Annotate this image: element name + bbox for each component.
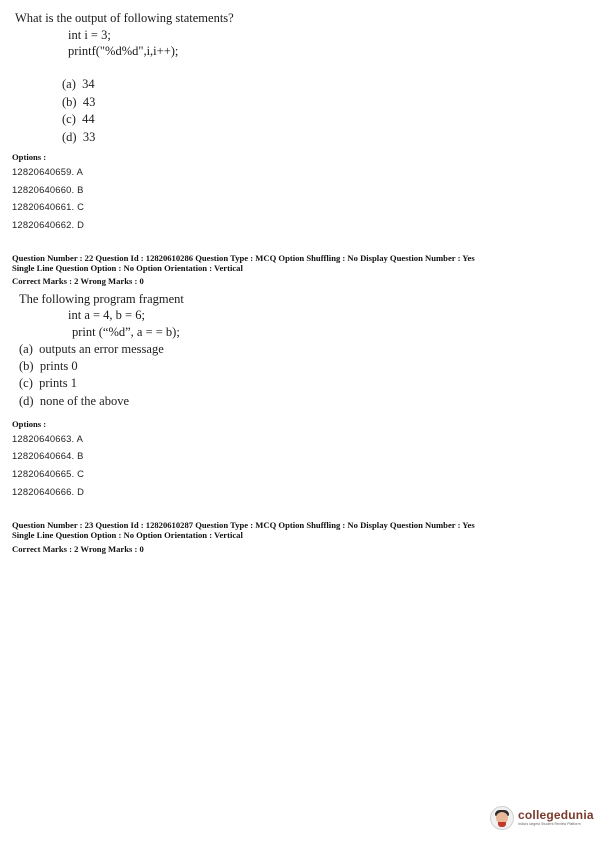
choice-label: (a) — [62, 77, 76, 91]
choice-text: 43 — [82, 95, 96, 109]
q22-option-id-c: 12820640665. C — [12, 468, 85, 479]
choice-label: (c) — [19, 376, 33, 390]
choice-label: (b) — [19, 359, 34, 373]
choice-label: (c) — [62, 112, 76, 126]
q23-marks: Correct Marks : 2 Wrong Marks : 0 — [12, 544, 144, 554]
choice-label: (d) — [62, 130, 77, 144]
student-avatar-icon — [490, 806, 514, 830]
q21-choice-a — [62, 77, 95, 92]
choice-text: 44 — [82, 112, 95, 126]
q21-option-id-b: 12820640660. B — [12, 184, 84, 195]
q21-choice-b — [62, 95, 95, 110]
question-21-code-line-2: printf("%d%d",i,i++); — [68, 44, 179, 58]
choice-text: 33 — [82, 130, 96, 144]
collegedunia-watermark — [490, 806, 594, 830]
q22-choice-b — [19, 359, 78, 374]
q21-option-id-c: 12820640661. C — [12, 201, 85, 212]
question-21-code-line-1: int i = 3; — [68, 28, 111, 42]
q22-choice-d — [19, 394, 129, 409]
q23-meta-line-1: Question Number : 23 Question Id : 12820610287 Question Type : MCQ Option Shuffling : No Display Question Number : Yes — [12, 520, 475, 530]
choice-text: outputs an error message — [39, 342, 164, 356]
q22-marks: Correct Marks : 2 Wrong Marks : 0 — [12, 276, 144, 286]
question-22-code-line-1: int a = 4, b = 6; — [68, 308, 145, 322]
q21-choice-d — [62, 130, 95, 145]
choice-text: none of the above — [39, 394, 130, 408]
q22-meta-line-2: Single Line Question Option : No Option Orientation : Vertical — [12, 263, 243, 273]
question-21-text: What is the output of following statements? — [15, 11, 234, 25]
q21-option-id-d: 12820640662. D — [12, 219, 85, 230]
q22-meta-line-1: Question Number : 22 Question Id : 12820610286 Question Type : MCQ Option Shuffling : No Display Question Number : Yes — [12, 253, 475, 263]
choice-text: 34 — [82, 77, 95, 91]
question-22-text: The following program fragment — [19, 292, 184, 306]
choice-label: (a) — [19, 342, 33, 356]
q21-choice-c — [62, 112, 95, 127]
brand-tagline: India's largest Student Review Platform — [518, 822, 581, 826]
question-22-code-line-2: print (“%d”, a = = b); — [72, 325, 180, 339]
q22-choice-c — [19, 376, 77, 391]
q22-option-id-a: 12820640663. A — [12, 433, 84, 444]
q22-choice-a — [19, 342, 164, 357]
choice-label: (d) — [19, 394, 34, 408]
q21-option-id-a: 12820640659. A — [12, 166, 84, 177]
choice-text: prints 1 — [39, 376, 77, 390]
q22-option-id-b: 12820640664. B — [12, 450, 84, 461]
q22-options-heading: Options : — [12, 419, 47, 429]
q22-option-id-d: 12820640666. D — [12, 486, 85, 497]
q23-meta-line-2: Single Line Question Option : No Option Orientation : Vertical — [12, 530, 243, 540]
choice-text: prints 0 — [39, 359, 78, 373]
q21-options-heading: Options : — [12, 152, 47, 162]
brand-name: collegedunia — [518, 808, 594, 822]
choice-label: (b) — [62, 95, 77, 109]
